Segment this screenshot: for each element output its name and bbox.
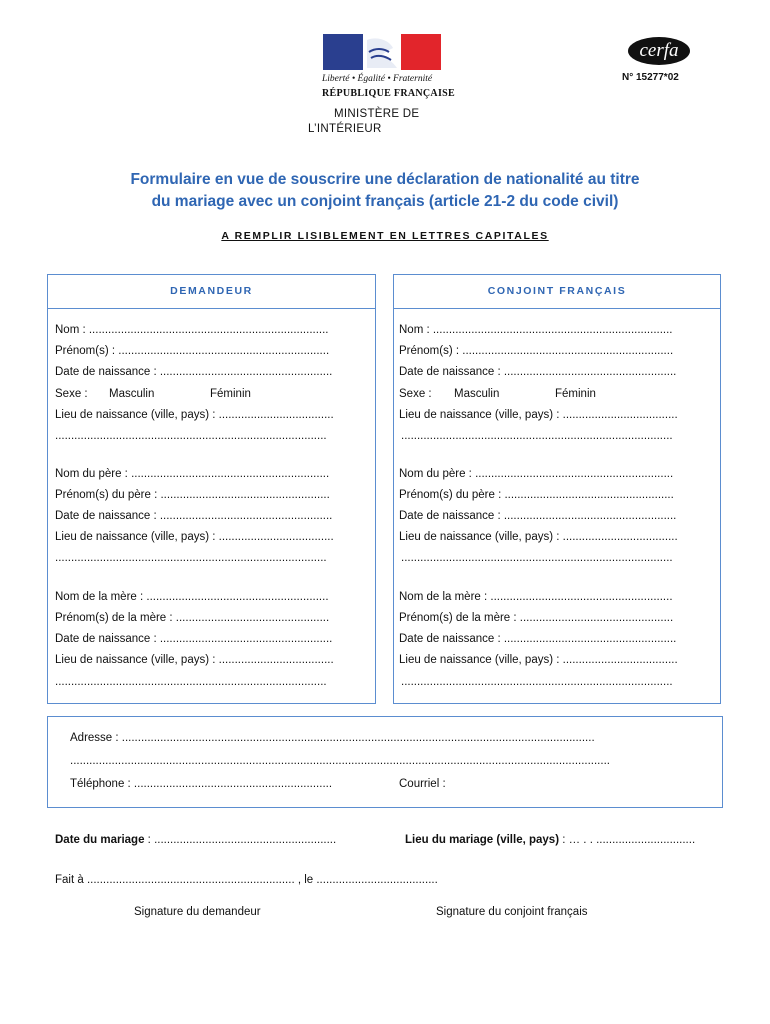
demandeur-prenom-field[interactable]: Prénom(s) : ..................................................................	[55, 345, 330, 357]
conjoint-prenom-mere-field[interactable]: Prénom(s) de la mère : ................................................	[399, 612, 674, 624]
conjoint-date-naissance-pere-field[interactable]: Date de naissance : ......................................................	[399, 510, 677, 522]
lieu-mariage-field[interactable]	[405, 834, 721, 846]
form-title-line-2: du mariage avec un conjoint français (article 21-2 du code civil)	[151, 193, 619, 210]
flag-white-band	[363, 34, 401, 70]
conjoint-feminin-option[interactable]: Féminin	[555, 388, 596, 400]
demandeur-date-naissance-field[interactable]: Date de naissance : ......................................................	[55, 366, 333, 378]
conjoint-header: CONJOINT FRANÇAIS	[393, 274, 721, 309]
demandeur-lieu-naissance-mere-cont[interactable]: .....................................................................................	[55, 676, 327, 688]
conjoint-date-naissance-mere-field[interactable]: Date de naissance : ......................................................	[399, 633, 677, 645]
date-mariage-label: Date du mariage	[55, 834, 145, 846]
date-mariage-dots: : .........................................................	[144, 834, 337, 846]
demandeur-header: DEMANDEUR	[47, 274, 376, 309]
demandeur-lieu-naissance-field[interactable]: Lieu de naissance (ville, pays) : ....................................	[55, 409, 334, 421]
conjoint-nom-field[interactable]: Nom : ...........................................................................	[399, 324, 673, 336]
conjoint-date-naissance-field[interactable]: Date de naissance : ......................................................	[399, 366, 677, 378]
demandeur-lieu-naissance-pere-cont[interactable]: .....................................................................................	[55, 552, 327, 564]
republic-motto: Liberté • Égalité • Fraternité	[322, 74, 433, 84]
signature-demandeur-label: Signature du demandeur	[134, 906, 261, 918]
conjoint-lieu-naissance-mere-field[interactable]: Lieu de naissance (ville, pays) : ....................................	[399, 654, 678, 666]
demandeur-sexe-label: Sexe :	[55, 388, 88, 400]
marianne-logo	[323, 34, 441, 70]
demandeur-date-naissance-mere-field[interactable]: Date de naissance : ......................................................	[55, 633, 333, 645]
conjoint-prenom-pere-field[interactable]: Prénom(s) du père : .....................................................	[399, 489, 674, 501]
ministry-line-1: MINISTÈRE DE	[334, 108, 420, 120]
conjoint-nom-mere-field[interactable]: Nom de la mère : .........................................................	[399, 591, 673, 603]
courriel-field[interactable]: Courriel :	[399, 778, 446, 790]
conjoint-lieu-naissance-pere-field[interactable]: Lieu de naissance (ville, pays) : ....................................	[399, 531, 678, 543]
cerfa-number: N° 15277*02	[622, 72, 679, 83]
demandeur-nom-pere-field[interactable]: Nom du père : ..............................................................	[55, 468, 330, 480]
demandeur-prenom-pere-field[interactable]: Prénom(s) du père : .....................................................	[55, 489, 330, 501]
republic-name: RÉPUBLIQUE FRANÇAISE	[322, 88, 455, 99]
conjoint-sexe-label: Sexe :	[399, 388, 432, 400]
form-title-line-1: Formulaire en vue de souscrire une déclaration de nationalité au titre	[130, 171, 640, 188]
adresse-field-cont[interactable]: .........................................................................................................................................................................	[70, 755, 610, 767]
cerfa-logo: cerfa	[628, 37, 690, 65]
conjoint-lieu-naissance-cont[interactable]: .....................................................................................	[401, 430, 673, 442]
demandeur-prenom-mere-field[interactable]: Prénom(s) de la mère : ................................................	[55, 612, 330, 624]
conjoint-nom-pere-field[interactable]: Nom du père : ..............................................................	[399, 468, 674, 480]
adresse-field[interactable]: Adresse : ....................................................................................................................................................	[70, 732, 595, 744]
flag-red-band	[401, 34, 441, 70]
date-mariage-field[interactable]	[55, 834, 373, 846]
conjoint-lieu-naissance-mere-cont[interactable]: .....................................................................................	[401, 676, 673, 688]
marianne-profile-icon	[363, 34, 401, 70]
conjoint-masculin-option[interactable]: Masculin	[454, 388, 500, 400]
flag-blue-band	[323, 34, 363, 70]
signature-conjoint-label: Signature du conjoint français	[436, 906, 588, 918]
demandeur-lieu-naissance-mere-field[interactable]: Lieu de naissance (ville, pays) : ....................................	[55, 654, 334, 666]
fait-a-field[interactable]: Fait à ................................................................. , le ......................................	[55, 874, 438, 886]
conjoint-lieu-naissance-pere-cont[interactable]: .....................................................................................	[401, 552, 673, 564]
ministry-line-2: L’INTÉRIEUR	[308, 123, 382, 135]
demandeur-lieu-naissance-cont[interactable]: .....................................................................................	[55, 430, 327, 442]
fill-instruction: A REMPLIR LISIBLEMENT EN LETTRES CAPITALES	[221, 230, 549, 242]
demandeur-masculin-option[interactable]: Masculin	[109, 388, 155, 400]
demandeur-nom-mere-field[interactable]: Nom de la mère : .........................................................	[55, 591, 329, 603]
lieu-mariage-label: Lieu du mariage (ville, pays)	[405, 834, 560, 846]
demandeur-feminin-option[interactable]: Féminin	[210, 388, 251, 400]
telephone-field[interactable]: Téléphone : ..............................................................	[70, 778, 333, 790]
conjoint-lieu-naissance-field[interactable]: Lieu de naissance (ville, pays) : ....................................	[399, 409, 678, 421]
demandeur-date-naissance-pere-field[interactable]: Date de naissance : ......................................................	[55, 510, 333, 522]
demandeur-nom-field[interactable]: Nom : ...........................................................................	[55, 324, 329, 336]
demandeur-lieu-naissance-pere-field[interactable]: Lieu de naissance (ville, pays) : ....................................	[55, 531, 334, 543]
lieu-mariage-dots: : … . . ...............................	[559, 834, 696, 846]
conjoint-prenom-field[interactable]: Prénom(s) : ..................................................................	[399, 345, 674, 357]
